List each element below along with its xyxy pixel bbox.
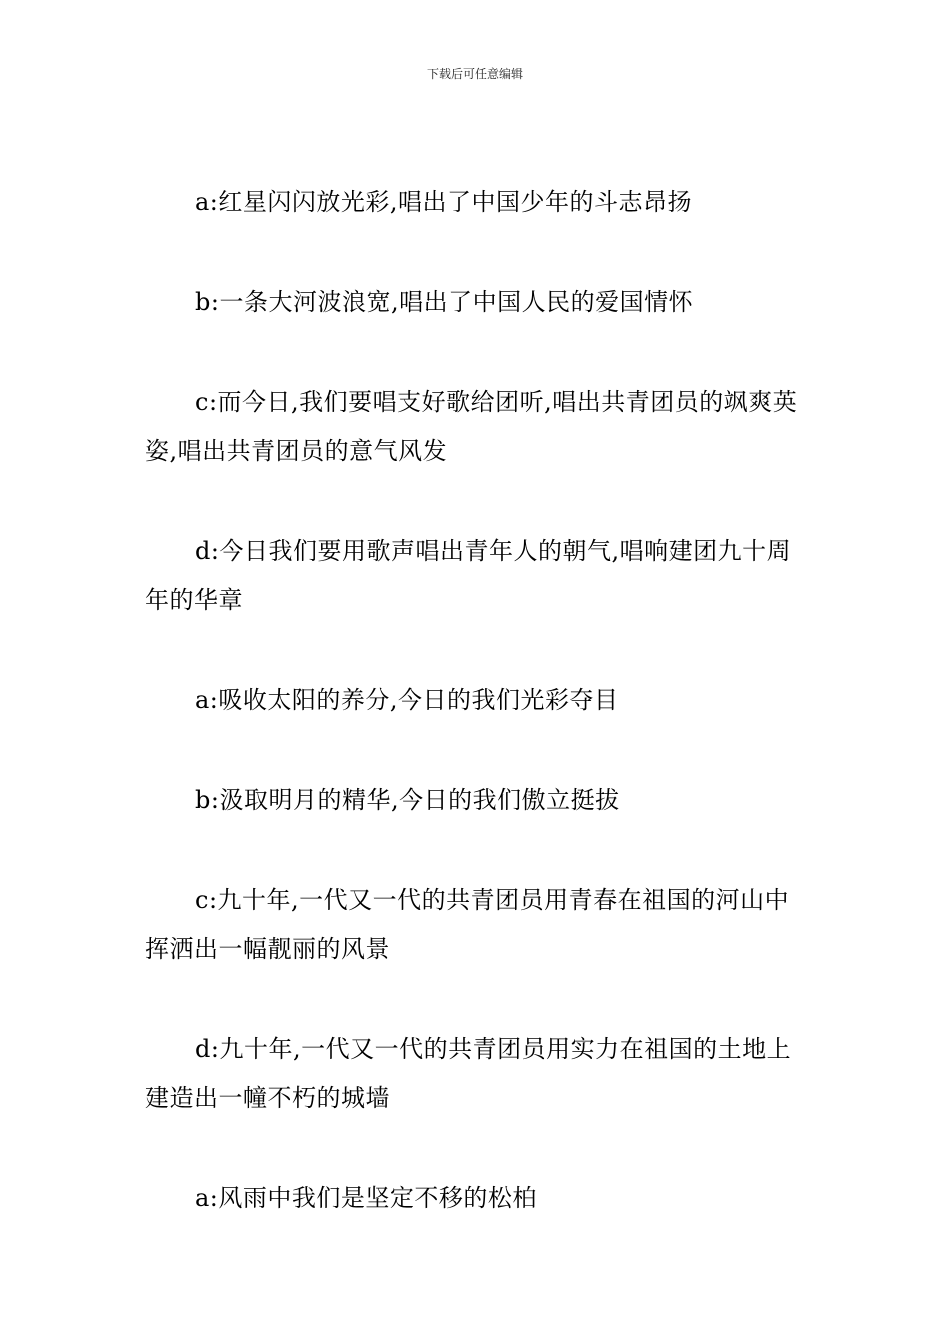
paragraph-4: d:今日我们要用歌声唱出青年人的朝气,唱响建团九十周年的华章: [145, 537, 792, 614]
paragraph-5: a:吸收太阳的养分,今日的我们光彩夺目: [195, 686, 619, 714]
paragraph-8: d:九十年,一代又一代的共青团员用实力在祖国的土地上建造出一幢不朽的城墙: [145, 1035, 792, 1112]
paragraph-9: a:风雨中我们是坚定不移的松柏: [195, 1184, 537, 1212]
paragraph-2: b:一条大河波浪宽,唱出了中国人民的爱国情怀: [195, 288, 694, 316]
paragraph-1: a:红星闪闪放光彩,唱出了中国少年的斗志昂扬: [195, 188, 693, 216]
paragraph-6: b:汲取明月的精华,今日的我们傲立挺拔: [195, 786, 620, 814]
document-body: [145, 178, 813, 1274]
paragraph-7: c:九十年,一代又一代的共青团员用青春在祖国的河山中挥洒出一幅靓丽的风景: [145, 886, 790, 963]
page-header-note: 下载后可任意编辑: [426, 67, 523, 81]
paragraph-3: c:而今日,我们要唱支好歌给团听,唱出共青团员的飒爽英姿,唱出共青团员的意气风发: [145, 388, 798, 465]
